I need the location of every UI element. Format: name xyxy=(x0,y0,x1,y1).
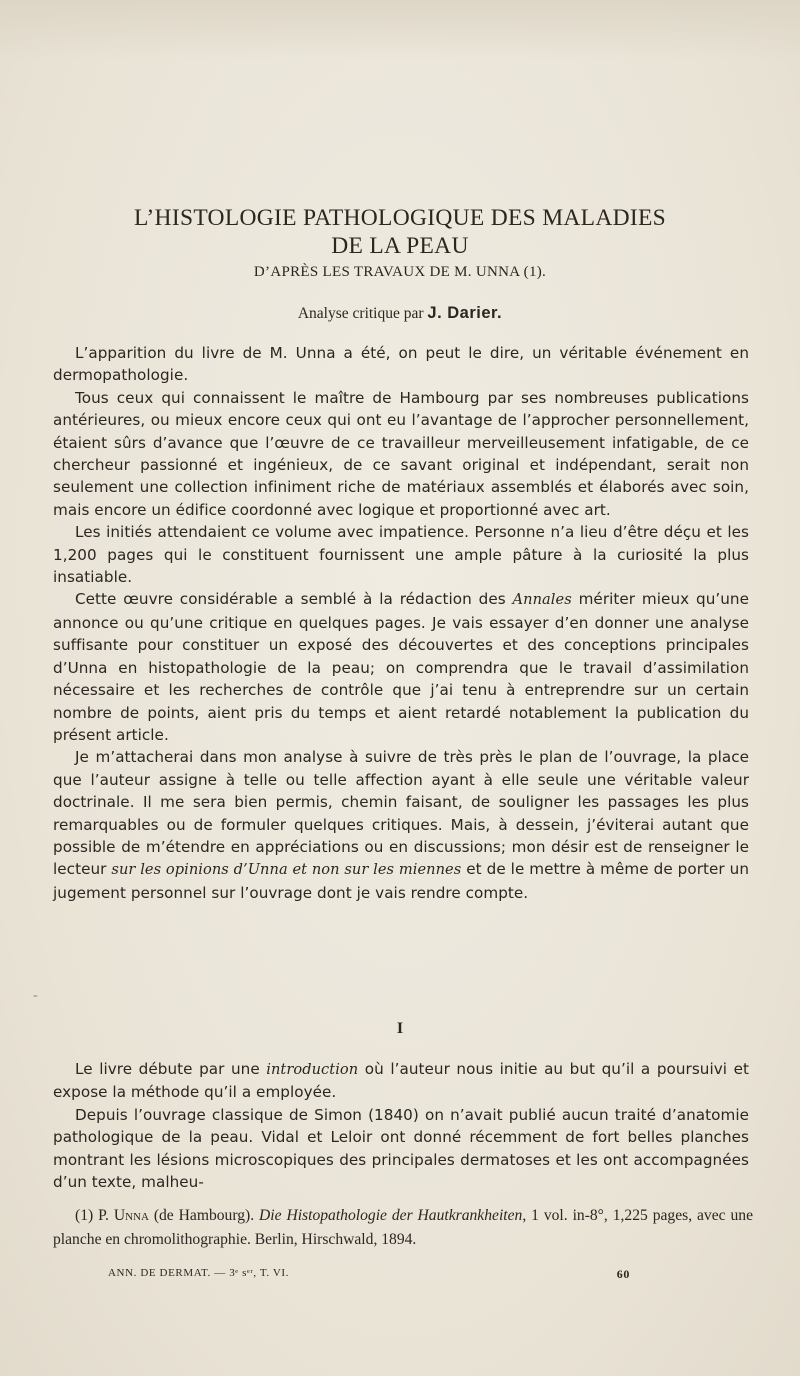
emphasis: sur les opinions d’Unna et non sur les miennes xyxy=(111,861,462,879)
paragraph: Tous ceux qui connaissent le maître de Hambourg par ses nombreuses publications antérieures, ou mieux encore ceux qui ont eu l’avantage de l’approcher personnellement, étaient sûrs d’avance que l’œuvre de ce travailleur merveilleusement infatigable, de ce chercheur passionné et ingénieux, de ce savant original et indépendant, serait non seulement une collection infiniment riche de matériaux assemblés et élaborés avec soin, mais encore un édifice coordonné avec logique et proportionné avec art. xyxy=(53,388,749,519)
author-line xyxy=(0,302,800,325)
paragraph: Depuis l’ouvrage classique de Simon (1840) on n’avait publié aucun traité d’anatomie pathologique de la peau. Vidal et Leloir ont donné récemment de fort belles planches montrant les lésions microscopiques des principales dermatoses et les ont accompagnées d’un texte, malheu- xyxy=(53,1105,749,1192)
text-run: mériter mieux qu’une annonce ou qu’une critique en quelques pages. Je vais essayer d’en donner une analyse suffisante pour constituer un exposé des découvertes et des conceptions principales d’Unna en histopathologie de la peau; on comprendra que le travail d’assimilation nécessaire et les recherches de contrôle que j’ai tenu à entreprendre sur un certain nombre de points, aient pris du temps et aient retardé notablement la publication du présent article. xyxy=(53,590,749,744)
paragraph: L’apparition du livre de M. Unna a été, on peut le dire, un véritable événement en dermopathologie. xyxy=(53,344,749,385)
emphasis: introduction xyxy=(266,1061,359,1078)
footnote xyxy=(53,1204,753,1252)
author-name: J. Darier. xyxy=(427,304,503,322)
paragraph xyxy=(53,746,749,904)
intro-text-block xyxy=(53,342,749,904)
text-run: Je m’attacherai dans mon analyse à suivre de très près le plan de l’ouvrage, la place que l’auteur assigne à telle ou telle affection ayant à elle seule une véritable valeur doctrinale. Il me sera bien permis, chemin faisant, de souligner les passages les plus remarquables ou de formuler quelques critiques. Mais, à dessein, j’éviterai autant que possible de m’étendre en appréciations ou en discussions; mon désir est de renseigner le lecteur xyxy=(53,748,749,879)
article-title-line2: DE LA PEAU xyxy=(331,233,469,259)
journal-name: Annales xyxy=(512,591,572,609)
article-title-line1: L’HISTOLOGIE PATHOLOGIQUE DES MALADIES xyxy=(133,205,667,231)
article-subtitle: D’APRÈS LES TRAVAUX DE M. UNNA (1). xyxy=(253,264,547,280)
margin-mark: - xyxy=(33,988,38,1003)
paragraph xyxy=(53,588,749,746)
journal-signature: ANN. DE DERMAT. — 3ᵉ sᵉʳ, T. VI. xyxy=(108,1267,290,1279)
text-run: et de le mettre à même de porter un jugement personnel sur l’ouvrage dont je vais rendre compte. xyxy=(53,860,750,902)
text-run: (1) P. xyxy=(75,1207,114,1224)
text-run: où l’auteur nous initie au but qu’il a poursuivi et expose la méthode qu’il a employée. xyxy=(53,1060,749,1102)
signature-number: 60 xyxy=(616,1267,630,1281)
book-title: Die Histopathologie der Hautkrankheiten xyxy=(259,1207,523,1224)
section-text-block xyxy=(53,1058,749,1193)
section-number: I xyxy=(396,1020,404,1037)
text-run: (de Hambourg). xyxy=(148,1207,260,1224)
page-footer xyxy=(108,1267,630,1279)
paragraph: Les initiés attendaient ce volume avec impatience. Personne n’a lieu d’être déçu et les 1,200 pages qui le constituent fournissent une ample pâture à la curiosité la plus insatiable. xyxy=(53,523,749,587)
author-smallcaps: Unna xyxy=(113,1207,149,1224)
text-run: Cette œuvre considérable a semblé à la rédaction des xyxy=(75,590,513,609)
page-shadow xyxy=(0,0,800,60)
text-run: , 1 vol. in-8°, 1,225 pages, avec une planche en chromolithographie. Berlin, Hirschwald, 1894. xyxy=(53,1207,753,1248)
paragraph xyxy=(53,1058,749,1104)
text-run: Le livre débute par une xyxy=(75,1060,267,1078)
footnote-text xyxy=(53,1204,753,1252)
author-prefix: Analyse critique par xyxy=(297,305,424,322)
